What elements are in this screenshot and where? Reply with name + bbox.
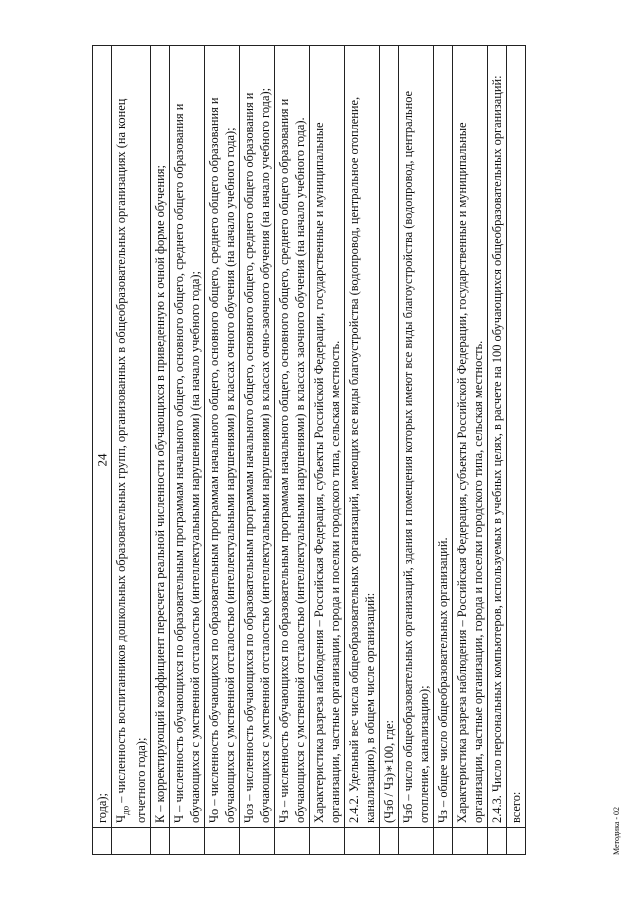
row-gutter-cell <box>399 828 434 855</box>
table-row <box>93 46 112 855</box>
row-text-cell <box>93 46 112 828</box>
row-text-cell <box>112 46 151 828</box>
row-text-cell <box>275 46 310 828</box>
row-text-cell <box>488 46 507 828</box>
row-gutter-cell <box>488 828 507 855</box>
row-text: 2.4.3. Число персональных компьютеров, используемых в учебных целях, в расчете на 100 обучающихся общеобразовательных организаций: <box>490 75 505 823</box>
row-text: Чо – численность обучающихся по образовательным программам начального общего, основного общего, среднего общего образования и обучающихся с умственной отсталостью (интеллектуальными нарушениями) в классах очного обучения (на начало учебного года); <box>207 97 238 823</box>
row-text: К – корректирующий коэффициент пересчета реальной численности обучающихся в приведенную к очной форме обучения; <box>153 165 168 823</box>
table-row <box>453 46 488 855</box>
row-text-cell <box>507 46 526 828</box>
row-text-cell <box>380 46 399 828</box>
table-row <box>170 46 205 855</box>
table-row <box>275 46 310 855</box>
row-text-cell <box>453 46 488 828</box>
row-text-cell <box>205 46 240 828</box>
table-row <box>380 46 399 855</box>
row-text: всего: <box>509 791 524 823</box>
table-row <box>240 46 275 855</box>
row-gutter-cell <box>240 828 275 855</box>
row-gutter-cell <box>380 828 399 855</box>
footer-label: Методика - 02 <box>612 806 621 855</box>
page-number: 24 <box>94 453 110 467</box>
row-text: Чз – численность обучающихся по образовательным программам начального общего, основного общего, среднего общего образования и обучающихся с умственной отсталостью (интеллектуальными нарушениями) в классах заочного обучения (на начало учебного года). <box>277 98 308 823</box>
row-text-cell <box>240 46 275 828</box>
row-text-cell <box>345 46 380 828</box>
table-row <box>205 46 240 855</box>
row-gutter-cell <box>170 828 205 855</box>
rotated-content <box>92 45 621 855</box>
row-subscript: до <box>120 805 131 815</box>
table-row <box>488 46 507 855</box>
row-text: Чз – общее число общеобразовательных организаций. <box>436 537 451 823</box>
row-text-cell <box>151 46 170 828</box>
table-row <box>507 46 526 855</box>
row-gutter-cell <box>345 828 380 855</box>
row-text-cell <box>310 46 345 828</box>
row-text-cell <box>170 46 205 828</box>
row-gutter-cell <box>434 828 453 855</box>
row-gutter-cell <box>507 828 526 855</box>
table-row <box>151 46 170 855</box>
table-row <box>434 46 453 855</box>
row-text-rest: – численность воспитанников дошкольных образовательных групп, организованных в общеобразовательных организациях (на конец отчетного года); <box>114 98 149 823</box>
row-gutter-cell <box>453 828 488 855</box>
row-text: Ч – численность обучающихся по образовательным программам начального общего, основного общего, среднего общего образования и обучающихся с умственной отсталостью (интеллектуальными нарушениями) (на начало учебного года); <box>172 103 203 823</box>
row-gutter-cell <box>205 828 240 855</box>
row-gutter-cell <box>112 828 151 855</box>
table-row <box>310 46 345 855</box>
row-text: 2.4.2. Удельный вес числа общеобразовательных организаций, имеющих все виды благоустройства (водопровод, центральное отопление, канализацию), в общем числе организаций: <box>347 96 378 823</box>
row-gutter-cell <box>151 828 170 855</box>
row-gutter-cell <box>93 828 112 855</box>
row-text-cell <box>434 46 453 828</box>
row-text: Чоз – численность обучающихся по образовательным программам начального общего, основного общего, среднего общего образования и обучающихся с умственной отсталостью (интеллектуальными нарушениями) в классах очно-заочного обучения (на начало учебного года); <box>242 87 273 823</box>
row-text: Характеристика разреза наблюдения – Российская Федерация, субъекты Российской Федерации, государственные и муниципальные организации, частные организации, города и поселки городского типа, сельская местность. <box>455 122 486 823</box>
row-text: Чзб – число общеобразовательных организаций, здания и помещения которых имеют все виды благоустройства (водопровод, центральное отопление, канализацию); <box>401 90 432 823</box>
document-table <box>92 45 526 855</box>
row-text-cell <box>399 46 434 828</box>
row-gutter-cell <box>275 828 310 855</box>
table-row <box>345 46 380 855</box>
row-text: Ч <box>114 814 128 823</box>
table-row <box>399 46 434 855</box>
row-text: года); <box>95 793 109 823</box>
row-text: (Чзб / Чз)∗100, где: <box>382 719 397 823</box>
table-row <box>112 46 151 855</box>
row-gutter-cell <box>310 828 345 855</box>
row-text: Характеристика разреза наблюдения – Российская Федерация, субъекты Российской Федерации, государственные и муниципальные организации, частные организации, города и поселки городского типа, сельская местность. <box>312 122 343 823</box>
